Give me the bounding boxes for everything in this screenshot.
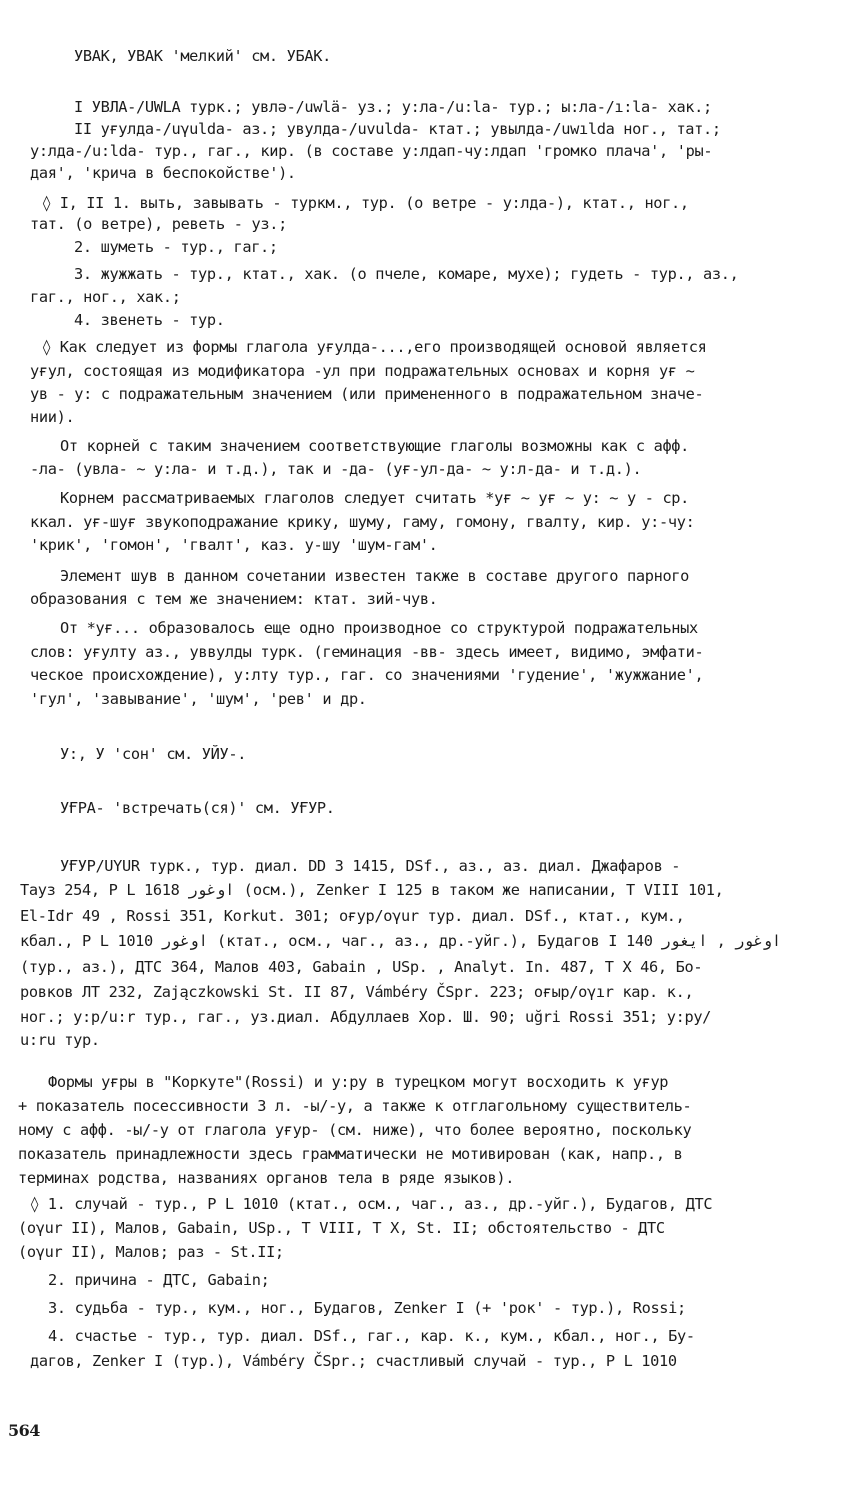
text-line: От корней с таким значением соответствующие глаголы возможны как с афф. <box>60 437 690 455</box>
text-line: 4. звенеть - тур. <box>74 311 225 329</box>
text-line: тат. (о ветре), реветь - уз.; <box>30 215 287 233</box>
text-line: ному с афф. -ы/-у от глагола уғур- (см. ниже), что более вероятно, поскольку <box>18 1121 692 1139</box>
text-line: Формы уғры в "Коркуте"(Rossi) и у:ру в турецком могут восходить к уғур <box>48 1073 669 1091</box>
text-line: u:ru тур. <box>20 1031 100 1049</box>
text-line: У:, У 'сон' см. УЙУ-. <box>60 745 247 763</box>
text-line: ◊ I, II 1. выть, завывать - туркм., тур. (о ветре - у:лда-), ктат., ног., <box>42 194 689 212</box>
text-line: показатель принадлежности здесь грамматически не мотивирован (как, напр., в <box>18 1145 683 1163</box>
text-line: ческое происхождение), у:лту тур., гаг. со значениями 'гудение', 'жужжание', <box>30 666 704 684</box>
text-line: (oγur II), Малов; раз - St.II; <box>18 1243 284 1261</box>
text-line: ног.; у:р/u:r тур., гаг., уз.диал. Абдуллаев Хор. Ш. 90; uğri Rossi 351; у:ру/ <box>20 1008 712 1026</box>
text-line: II уғулда-/uγulda- аз.; увулда-/uvulda- ктат.; увылда-/uwılda ног., тат.; <box>74 120 721 138</box>
text-line: 3. судьба - тур., кум., ног., Будагов, Zenker I (+ 'рок' - тур.), Rossi; <box>48 1299 686 1317</box>
text-line: 3. жужжать - тур., ктат., хак. (о пчеле, комаре, мухе); гудеть - тур., аз., <box>74 265 739 283</box>
text-line: нии). <box>30 408 75 426</box>
text-line: 2. шуметь - тур., гаг.; <box>74 238 278 256</box>
text-line: уғул, состоящая из модификатора -ул при подражательных основах и корня уғ ~ <box>30 362 695 380</box>
text-line: дая', 'крича в беспокойстве'). <box>30 164 296 182</box>
text-line: ◊ 1. случай - тур., P L 1010 (ктат., осм., чаг., аз., др.-уйг.), Будагов, ДТС <box>30 1195 713 1213</box>
text-line: -ла- (увла- ~ у:ла- и т.д.), так и -да- (уғ-ул-да- ~ у:л-да- и т.д.). <box>30 460 642 478</box>
page-number: 564 <box>8 1421 40 1440</box>
text-line: 4. счастье - тур., тур. диал. DSf., гаг., кар. к., кум., кбал., ног., Бу- <box>48 1327 695 1345</box>
text-line: (тур., аз.), ДТС 364, Малов 403, Gabain , USp. , Analyt. In. 487, T X 46, Бо- <box>20 958 703 976</box>
text-line: I УВЛА-/UWLA турк.; увлә-/uwlä- уз.; у:ла-/u:la- тур.; ы:ла-/ı:la- хак.; <box>74 98 712 116</box>
text-line: 'гул', 'завывание', 'шум', 'рев' и др. <box>30 690 367 708</box>
text-line: УҒРА- 'встречать(ся)' см. УҒУР. <box>60 799 335 817</box>
text-line: ув - у: с подражательным значением (или примененного в подражательном значе- <box>30 385 704 403</box>
text-line: ◊ Как следует из формы глагола уғулда-...,его производящей основой является <box>42 338 707 356</box>
text-line: Элемент шув в данном сочетании известен также в составе другого парного <box>60 567 690 585</box>
text-line: терминах родства, названиях органов тела в ряде языков). <box>18 1169 515 1187</box>
text-line: Корнем рассматриваемых глаголов следует считать *уғ ~ уғ ~ у: ~ у - ср. <box>60 489 690 507</box>
text-line: УВАК, УВАК 'мелкий' см. УБАК. <box>74 47 331 65</box>
text-line: + показатель посессивности 3 л. -ы/-у, а также к отглагольному существитель- <box>18 1097 692 1115</box>
text-line: УҒУР/UYUR турк., тур. диал. DD 3 1415, DSf., аз., аз. диал. Джафаров - <box>60 857 681 875</box>
text-line: дагов, Zenker I (тур.), Vámbéry ČSpr.; счастливый случай - тур., P L 1010 <box>30 1352 677 1370</box>
text-line: у:лда-/u:lda- тур., гаг., кир. (в составе у:лдап-чу:лдап 'громко плача', 'ры- <box>30 142 713 160</box>
text-line: кбал., P L 1010 اوغور (ктат., осм., чаг., аз., др.-уйг.), Будагов I 140 اوغور , ايغور <box>20 932 782 950</box>
text-line: 'крик', 'гомон', 'гвалт', каз. у-шу 'шум-гам'. <box>30 536 438 554</box>
text-line: 2. причина - ДТС, Gabain; <box>48 1271 270 1289</box>
text-line: (oγur II), Малов, Gabain, USp., T VIII, T X, St. II; обстоятельство - ДТС <box>18 1219 665 1237</box>
text-line: От *уғ... образовалось еще одно производное со структурой подражательных <box>60 619 698 637</box>
text-line: слов: уғулту аз., уввулды турк. (геминация -вв- здесь имеет, видимо, эмфати- <box>30 643 704 661</box>
text-line: ровков ЛТ 232, Zajączkowski St. II 87, Vámbéry ČSpr. 223; оғыр/oγır кар. к., <box>20 983 694 1001</box>
text-line: образования с тем же значением: ктат. зий-чув. <box>30 590 438 608</box>
text-line: гаг., ног., хак.; <box>30 288 181 306</box>
text-line: Тауз 254, P L 1618 اوغور (осм.), Zenker I 125 в таком же написании, T VIII 101, <box>20 881 724 899</box>
text-line: ккал. уғ-шуғ звукоподражание крику, шуму, гаму, гомону, гвалту, кир. у:-чу: <box>30 513 695 531</box>
text-line: El-Idr 49 , Rossi 351, Korkut. 301; оғур/oγur тур. диал. DSf., ктат., кум., <box>20 907 685 925</box>
